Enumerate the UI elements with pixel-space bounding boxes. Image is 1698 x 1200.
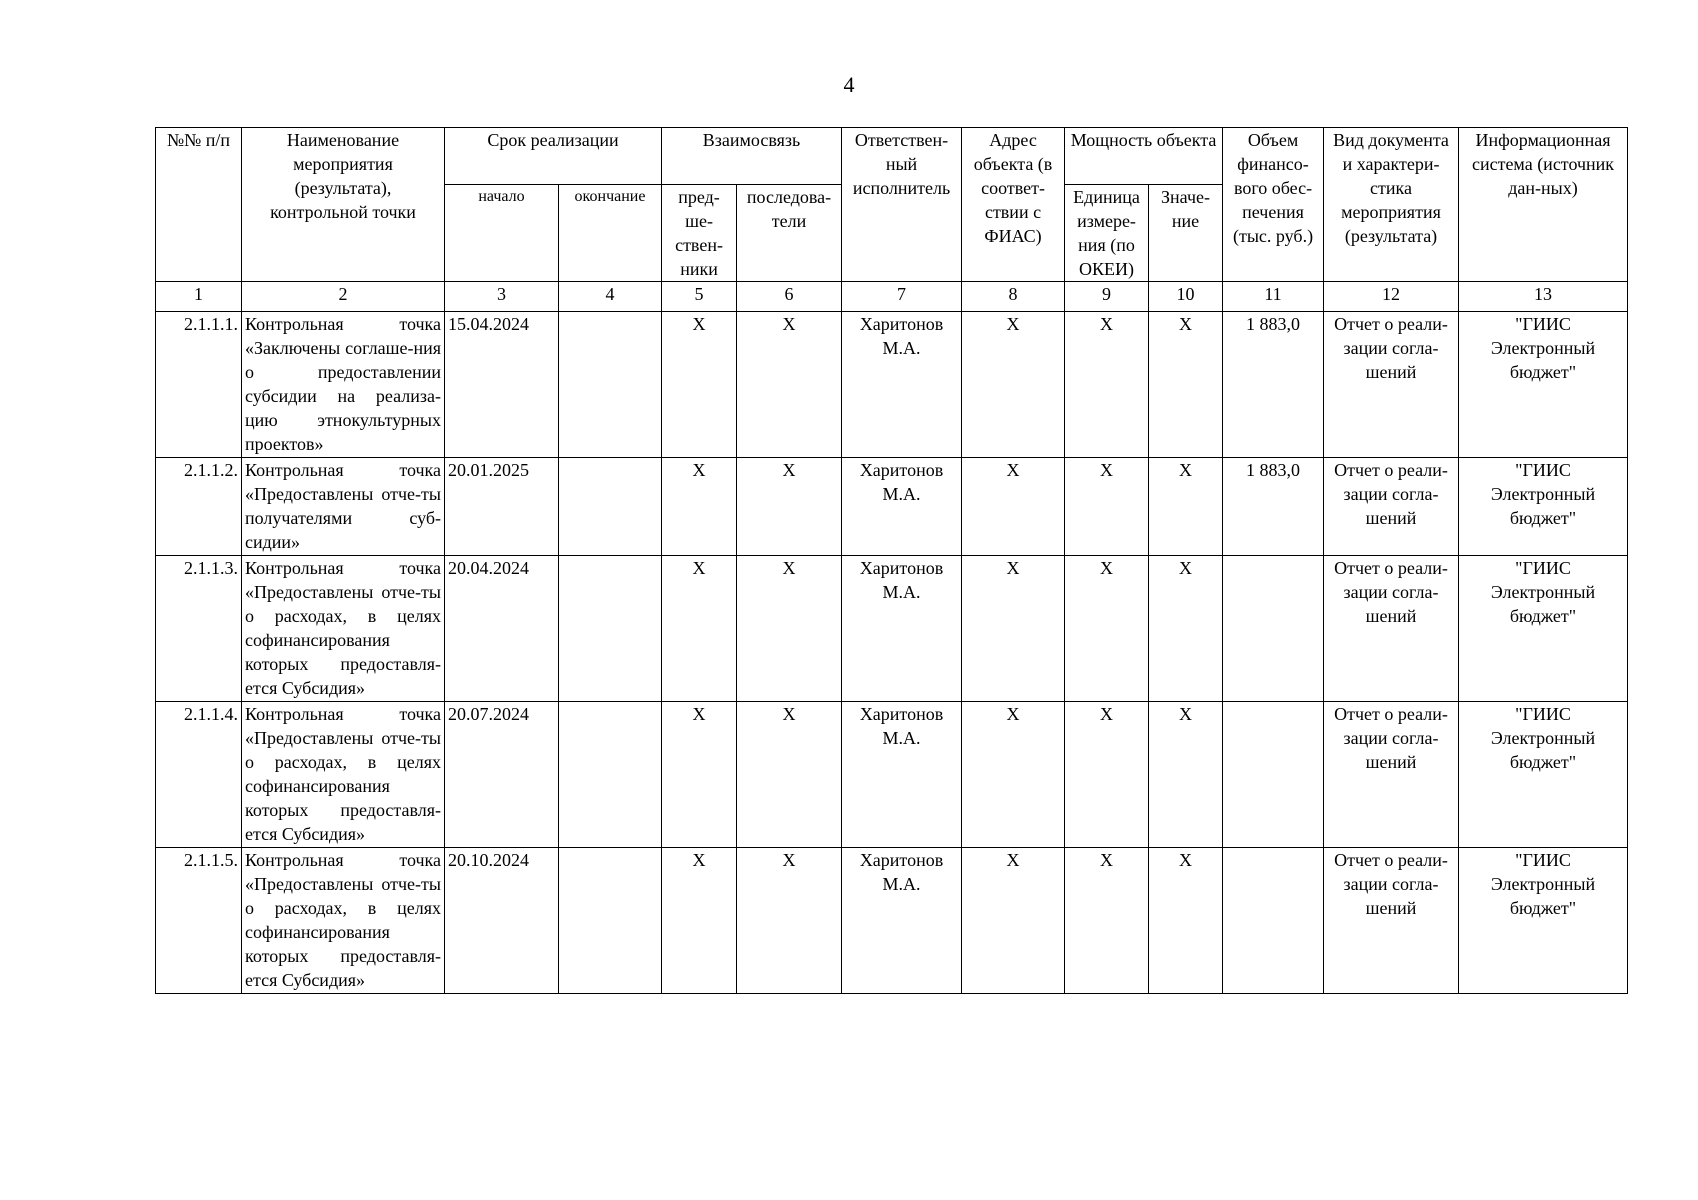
header-info-system: Информационная система (источник дан-ных) [1459, 128, 1628, 282]
column-number-row [156, 282, 1628, 312]
row-responsible: Харитонов М.А. [842, 556, 962, 702]
header-link: Взаимосвязь [662, 128, 842, 185]
row-address: X [962, 312, 1065, 458]
row-name-word: Контрольная [245, 850, 344, 870]
page-number: 4 [843, 72, 855, 97]
row-info-system: "ГИИС Электронный бюджет" [1459, 848, 1628, 994]
row-start: 20.04.2024 [445, 556, 559, 702]
column-number: 5 [662, 282, 737, 312]
row-name-word: точка [399, 850, 441, 870]
column-number: 11 [1223, 282, 1324, 312]
column-number: 4 [559, 282, 662, 312]
row-value: X [1149, 312, 1223, 458]
row-name-word: точка [399, 704, 441, 724]
row-name [242, 848, 445, 994]
row-unit: X [1065, 556, 1149, 702]
row-pred: X [662, 702, 737, 848]
row-responsible: Харитонов М.А. [842, 312, 962, 458]
row-financing: 1 883,0 [1223, 312, 1324, 458]
row-start: 20.07.2024 [445, 702, 559, 848]
row-name [242, 458, 445, 556]
row-financing: 1 883,0 [1223, 458, 1324, 556]
row-name-word: точка [399, 558, 441, 578]
row-value: X [1149, 702, 1223, 848]
plan-table [155, 127, 1628, 994]
row-info-system: "ГИИС Электронный бюджет" [1459, 458, 1628, 556]
row-financing [1223, 848, 1324, 994]
header-srok: Срок реализации [445, 128, 662, 185]
table-row [156, 556, 1628, 702]
column-number: 12 [1324, 282, 1459, 312]
row-number: 2.1.1.4. [156, 702, 242, 848]
row-name-word: Контрольная [245, 314, 344, 334]
row-info-system: "ГИИС Электронный бюджет" [1459, 556, 1628, 702]
column-number: 10 [1149, 282, 1223, 312]
column-number: 13 [1459, 282, 1628, 312]
row-name-rest: «Предоставлены отче-ты получателями суб-сидии» [245, 484, 441, 552]
row-value: X [1149, 458, 1223, 556]
row-name [242, 556, 445, 702]
row-next: X [737, 458, 842, 556]
row-info-system: "ГИИС Электронный бюджет" [1459, 702, 1628, 848]
header-power: Мощность объекта [1065, 128, 1223, 185]
row-name-rest: «Предоставлены отче-ты о расходах, в целях софинансирования которых предоставля-ется Субсидия» [245, 728, 441, 844]
row-name-rest: «Заключены соглаше-ния о предоставлении субсидии на реализа-цию этнокультурных проектов» [245, 338, 441, 454]
header-responsible: Ответствен-ный исполнитель [842, 128, 962, 282]
row-next: X [737, 848, 842, 994]
row-pred: X [662, 312, 737, 458]
row-document: Отчет о реали-зации согла-шений [1324, 458, 1459, 556]
row-responsible: Харитонов М.А. [842, 848, 962, 994]
row-name [242, 702, 445, 848]
row-value: X [1149, 556, 1223, 702]
row-responsible: Харитонов М.А. [842, 702, 962, 848]
row-unit: X [1065, 312, 1149, 458]
row-unit: X [1065, 702, 1149, 848]
row-name-rest: «Предоставлены отче-ты о расходах, в целях софинансирования которых предоставля-ется Субсидия» [245, 582, 441, 698]
row-name [242, 312, 445, 458]
column-number: 3 [445, 282, 559, 312]
row-address: X [962, 848, 1065, 994]
row-number: 2.1.1.5. [156, 848, 242, 994]
row-financing [1223, 556, 1324, 702]
table-row [156, 312, 1628, 458]
row-pred: X [662, 556, 737, 702]
column-number: 2 [242, 282, 445, 312]
row-end [559, 312, 662, 458]
row-start: 20.10.2024 [445, 848, 559, 994]
row-address: X [962, 702, 1065, 848]
row-start: 20.01.2025 [445, 458, 559, 556]
row-next: X [737, 312, 842, 458]
row-name-word: Контрольная [245, 460, 344, 480]
row-number: 2.1.1.2. [156, 458, 242, 556]
row-start: 15.04.2024 [445, 312, 559, 458]
row-name-rest: «Предоставлены отче-ты о расходах, в целях софинансирования которых предоставля-ется Субсидия» [245, 874, 441, 990]
header-number: №№ п/п [156, 128, 242, 282]
row-end [559, 458, 662, 556]
row-address: X [962, 458, 1065, 556]
row-next: X [737, 556, 842, 702]
table-row [156, 848, 1628, 994]
row-value: X [1149, 848, 1223, 994]
header-link-next: последова-тели [737, 185, 842, 282]
row-end [559, 702, 662, 848]
row-unit: X [1065, 458, 1149, 556]
column-number: 7 [842, 282, 962, 312]
row-document: Отчет о реали-зации согла-шений [1324, 702, 1459, 848]
header-document: Вид документа и характери-стика мероприятия (результата) [1324, 128, 1459, 282]
row-pred: X [662, 848, 737, 994]
row-financing [1223, 702, 1324, 848]
header-power-value: Значе-ние [1149, 185, 1223, 282]
row-number: 2.1.1.1. [156, 312, 242, 458]
row-document: Отчет о реали-зации согла-шений [1324, 556, 1459, 702]
row-name-word: Контрольная [245, 704, 344, 724]
row-address: X [962, 556, 1065, 702]
row-unit: X [1065, 848, 1149, 994]
header-financing: Объем финансо-вого обес-печения (тыс. руб.) [1223, 128, 1324, 282]
row-name-word: точка [399, 314, 441, 334]
row-end [559, 556, 662, 702]
row-pred: X [662, 458, 737, 556]
row-name-word: Контрольная [245, 558, 344, 578]
header-address: Адрес объекта (в соответ-ствии с ФИАС) [962, 128, 1065, 282]
row-info-system: "ГИИС Электронный бюджет" [1459, 312, 1628, 458]
header-name: Наименование мероприятия (результата), контрольной точки [242, 128, 445, 282]
header-srok-end: окончание [559, 185, 662, 282]
table-row [156, 702, 1628, 848]
header-srok-start: начало [445, 185, 559, 282]
row-name-word: точка [399, 460, 441, 480]
column-number: 1 [156, 282, 242, 312]
row-responsible: Харитонов М.А. [842, 458, 962, 556]
column-number: 6 [737, 282, 842, 312]
row-end [559, 848, 662, 994]
row-document: Отчет о реали-зации согла-шений [1324, 848, 1459, 994]
header-link-pred: пред-ше-ствен-ники [662, 185, 737, 282]
table-row [156, 458, 1628, 556]
row-document: Отчет о реали-зации согла-шений [1324, 312, 1459, 458]
row-number: 2.1.1.3. [156, 556, 242, 702]
column-number: 9 [1065, 282, 1149, 312]
row-next: X [737, 702, 842, 848]
header-power-unit: Единица измере-ния (по ОКЕИ) [1065, 185, 1149, 282]
column-number: 8 [962, 282, 1065, 312]
